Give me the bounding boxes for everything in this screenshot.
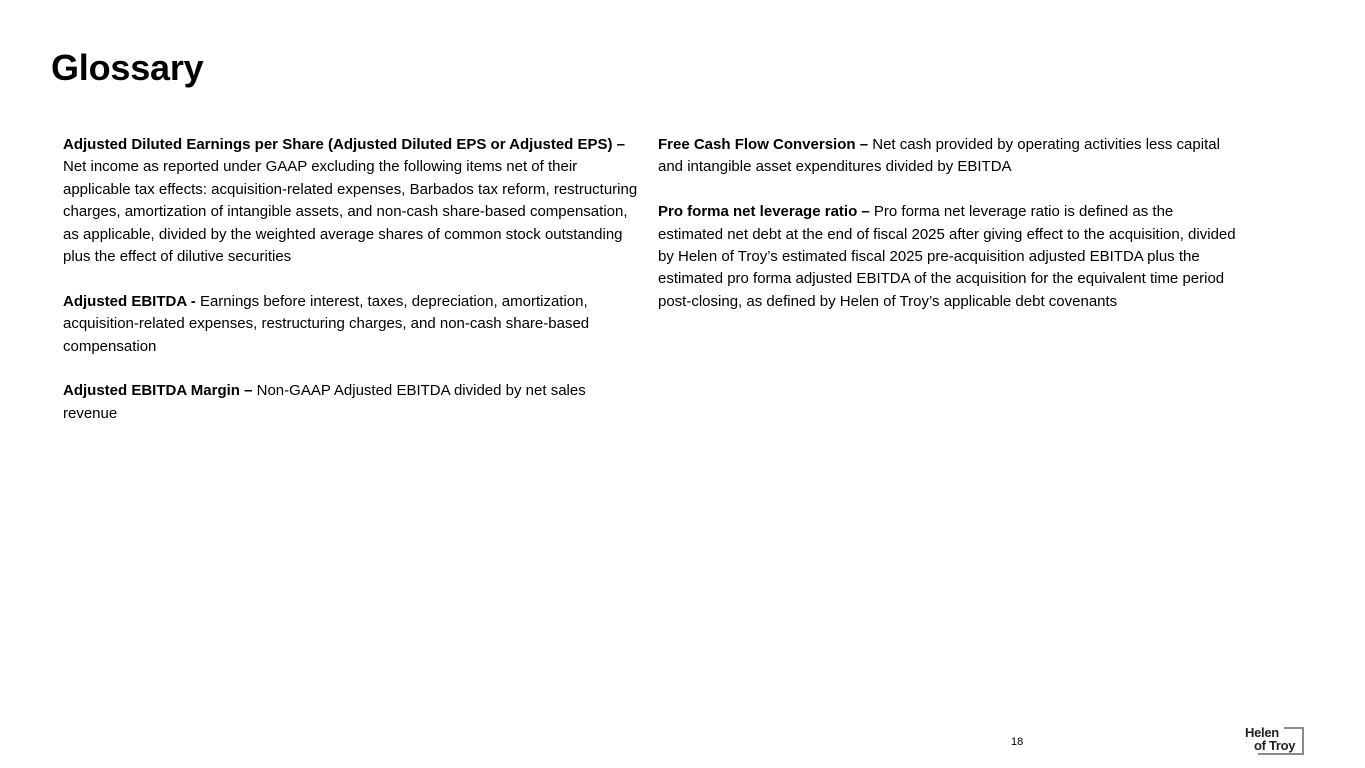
glossary-term: Free Cash Flow Conversion – (658, 136, 869, 153)
logo-text-line1: Helen (1245, 725, 1279, 740)
glossary-entry-free-cash-flow-conversion (658, 134, 1240, 179)
glossary-definition: Earnings before interest, taxes, depreciation, amortization, acquisition-related expenses, restructuring charges, and non-cash share-based compensation (63, 292, 590, 355)
glossary-right-column (658, 134, 1240, 336)
glossary-entry-adjusted-ebitda (63, 291, 643, 358)
glossary-entry-adjusted-ebitda-margin (63, 380, 643, 425)
helen-of-troy-logo (1244, 726, 1306, 757)
glossary-term: Adjusted EBITDA - (63, 292, 196, 310)
glossary-term: Adjusted Diluted Earnings per Share (Adjusted Diluted EPS or Adjusted EPS) – (63, 136, 626, 153)
glossary-definition: Non-GAAP Adjusted EBITDA divided by net sales revenue (63, 382, 586, 422)
logo-text-line2: of Troy (1254, 738, 1296, 753)
glossary-term: Pro forma net leverage ratio – (658, 203, 870, 221)
glossary-entry-pro-forma-net-leverage-ratio (658, 201, 1240, 313)
page-title: Glossary (51, 47, 204, 88)
glossary-left-column (63, 134, 643, 448)
glossary-entry-adjusted-eps (63, 134, 643, 268)
glossary-definition: Net cash provided by operating activities less capital and intangible asset expenditures divided by EBITDA (658, 136, 1220, 176)
page-number: 18 (1011, 736, 1024, 748)
glossary-definition: Pro forma net leverage ratio is defined as the estimated net debt at the end of fiscal 2025 after giving effect to the acquisition, divided by Helen of Troy’s estimated fiscal 2025 pre-acquisition adjusted EBITDA plus the estimated pro forma adjusted EBITDA of the acquisition for the equivalent time period post-closing, as defined by Helen of Troy’s applicable debt covenants (658, 203, 1236, 310)
glossary-definition: Net income as reported under GAAP excluding the following items net of their applicable tax effects: acquisition-related expenses, Barbados tax reform, restructuring charges, amortization of intangible assets, and non-cash share-based compensation, as applicable, divided by the weighted average shares of common stock outstanding plus the effect of dilutive securities (63, 158, 638, 266)
glossary-term: Adjusted EBITDA Margin – (63, 382, 253, 400)
